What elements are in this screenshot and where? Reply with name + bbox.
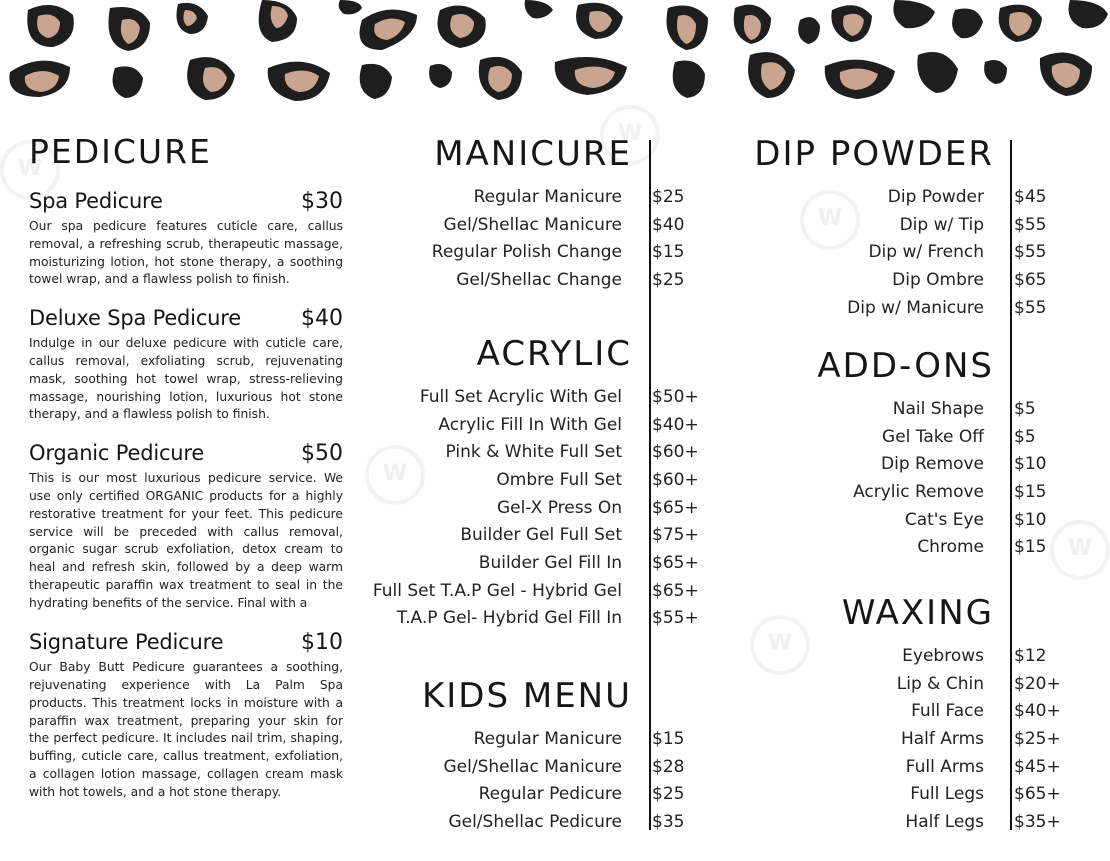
item-price: $45 (1014, 186, 1047, 207)
item-name: Eyebrows (902, 645, 984, 666)
item-price: $15 (652, 728, 685, 749)
service-description: Indulge in our deluxe pedicure with cuticle care, callus removal, exfoliating scrub, rejuvenating mask, soothing hot towel wrap, stress-relieving massage, nourishing lotion, luxurious hot stone therapy, and a flawless polish to finish. (29, 336, 343, 422)
item-name: Gel-X Press On (497, 497, 622, 518)
list-item (722, 506, 1067, 534)
pedicure-service (29, 441, 343, 613)
pedicure-service (29, 306, 343, 424)
list-item (360, 466, 705, 494)
item-name: Regular Manicure (473, 728, 622, 749)
list-item (360, 183, 705, 211)
add-ons-title: ADD-ONS (817, 346, 994, 386)
item-name: Gel Take Off (882, 426, 984, 447)
dip-powder-section (722, 134, 1067, 337)
service-description: Our spa pedicure features cuticle care, callus removal, a refreshing scrub, therapeutic massage, moisturizing lotion, hot stone therapy, a soothing towel wrap, and a flawless polish to finish. (29, 219, 343, 287)
item-price: $45+ (1014, 756, 1061, 777)
acrylic-title: ACRYLIC (476, 334, 632, 374)
item-price: $5 (1014, 398, 1036, 419)
price-list (360, 383, 705, 632)
list-item (360, 211, 705, 239)
list-item (722, 533, 1067, 561)
item-price: $5 (1014, 426, 1036, 447)
item-price: $55 (1014, 214, 1047, 235)
item-name: Chrome (917, 537, 984, 558)
item-price: $15 (652, 242, 685, 263)
list-item (722, 642, 1067, 670)
item-name: Half Arms (900, 728, 984, 749)
item-name: Builder Gel Fill In (478, 552, 622, 573)
item-name: Dip Ombre (892, 269, 984, 290)
list-item (722, 294, 1067, 322)
item-name: Gel/Shellac Change (456, 269, 622, 290)
item-price: $10 (1014, 509, 1047, 530)
item-price: $25 (652, 186, 685, 207)
item-name: Dip Remove (881, 454, 984, 475)
item-name: Dip w/ Tip (899, 214, 984, 235)
list-item (722, 478, 1067, 506)
item-price: $55+ (652, 608, 699, 629)
add-ons-section (722, 346, 1067, 569)
item-price: $15 (1014, 481, 1047, 502)
list-item (360, 521, 705, 549)
pedicure-title: PEDICURE (29, 132, 212, 171)
list-item (360, 725, 705, 753)
item-price: $25 (652, 784, 685, 805)
item-name: Gel/Shellac Manicure (443, 214, 622, 235)
service-price: $40 (301, 306, 343, 332)
item-name: T.A.P Gel- Hybrid Gel Fill In (396, 608, 622, 629)
waxing-section (722, 593, 1067, 846)
item-name: Gel/Shellac Manicure (443, 756, 622, 777)
item-name: Cat's Eye (904, 509, 984, 530)
acrylic-section (360, 334, 705, 637)
list-item (722, 266, 1067, 294)
manicure-title: MANICURE (434, 134, 632, 174)
item-name: Regular Manicure (473, 186, 622, 207)
list-item (722, 780, 1067, 808)
list-item (360, 780, 705, 808)
item-price: $15 (1014, 537, 1047, 558)
item-name: Acrylic Remove (853, 481, 984, 502)
item-name: Half Legs (905, 811, 984, 832)
list-item (722, 423, 1067, 451)
list-item (360, 383, 705, 411)
item-price: $75+ (652, 525, 699, 546)
service-price: $50 (301, 441, 343, 467)
list-item (722, 753, 1067, 781)
item-price: $20+ (1014, 673, 1061, 694)
item-name: Full Arms (905, 756, 984, 777)
list-item (722, 670, 1067, 698)
item-name: Lip & Chin (896, 673, 984, 694)
item-name: Acrylic Fill In With Gel (438, 414, 622, 435)
item-name: Regular Pedicure (478, 784, 622, 805)
item-price: $65 (1014, 269, 1047, 290)
service-name: Signature Pedicure (29, 630, 224, 655)
service-name: Deluxe Spa Pedicure (29, 306, 241, 331)
list-item (722, 395, 1067, 423)
service-price: $10 (301, 630, 343, 656)
list-item (722, 725, 1067, 753)
item-name: Full Set T.A.P Gel - Hybrid Gel (372, 580, 622, 601)
item-price: $35+ (1014, 811, 1061, 832)
item-name: Full Set Acrylic With Gel (419, 386, 622, 407)
kids-menu-title: KIDS MENU (421, 676, 632, 716)
list-item (722, 183, 1067, 211)
item-price: $28 (652, 756, 685, 777)
item-price: $55 (1014, 242, 1047, 263)
manicure-section (360, 134, 705, 317)
item-price: $10 (1014, 454, 1047, 475)
list-item (722, 697, 1067, 725)
item-price: $60+ (652, 442, 699, 463)
list-item (722, 450, 1067, 478)
item-price: $65+ (652, 552, 699, 573)
item-name: Nail Shape (892, 398, 984, 419)
leopard-print-banner (0, 0, 1110, 110)
item-name: Regular Polish Change (431, 242, 622, 263)
list-item (360, 438, 705, 466)
service-description: This is our most luxurious pedicure service. We use only certified ORGANIC products for a highly restorative treatment for your feet. This pedicure service will be preceded with callus removal, organic sugar scrub exfoliation, detox cream to heal and refresh skin, followed by a deep warm therapeutic paraffin wax treatment to seal in the hydrating benefits of the service. Final with a (29, 471, 343, 610)
item-price: $55 (1014, 297, 1047, 318)
item-price: $60+ (652, 469, 699, 490)
list-item (360, 753, 705, 781)
list-item (360, 494, 705, 522)
item-price: $65+ (652, 497, 699, 518)
pedicure-service (29, 189, 343, 289)
item-name: Dip w/ French (868, 242, 984, 263)
item-price: $50+ (652, 386, 699, 407)
list-item (722, 211, 1067, 239)
item-price: $40+ (652, 414, 699, 435)
item-price: $65+ (1014, 784, 1061, 805)
price-list (722, 395, 1067, 561)
service-description: Our Baby Butt Pedicure guarantees a soothing, rejuvenating experience with La Palm Spa products. This treatment locks in moisture with a paraffin wax treatment, preparing your skin for the perfect pedicure. It includes nail trim, shaping, buffing, cuticle care, callus treatment, exfoliation, a collagen lotion massage, collagen cream mask with hot towels, and a hot stone therapy. (29, 660, 343, 799)
service-price: $30 (301, 189, 343, 214)
item-name: Builder Gel Full Set (460, 525, 622, 546)
dip-powder-title: DIP POWDER (754, 134, 994, 174)
item-price: $35 (652, 811, 685, 832)
item-price: $40+ (1014, 701, 1061, 722)
list-item (722, 238, 1067, 266)
pedicure-service (29, 630, 343, 801)
list-item (360, 266, 705, 294)
list-item (360, 549, 705, 577)
item-name: Full Face (911, 701, 984, 722)
item-name: Pink & White Full Set (445, 442, 622, 463)
list-item (360, 605, 705, 633)
item-price: $40 (652, 214, 685, 235)
list-item (360, 411, 705, 439)
kids-menu-section (360, 676, 705, 849)
service-name: Spa Pedicure (29, 189, 163, 213)
price-list (360, 183, 705, 294)
price-list (360, 725, 705, 836)
list-item (360, 808, 705, 836)
list-item (360, 238, 705, 266)
item-price: $25+ (1014, 728, 1061, 749)
item-price: $25 (652, 269, 685, 290)
item-name: Dip w/ Manicure (847, 297, 984, 318)
service-name: Organic Pedicure (29, 441, 205, 466)
item-name: Gel/Shellac Pedicure (448, 811, 622, 832)
price-list (722, 183, 1067, 321)
item-price: $12 (1014, 645, 1047, 666)
item-price: $65+ (652, 580, 699, 601)
list-item (722, 808, 1067, 836)
price-list (722, 642, 1067, 836)
item-name: Ombre Full Set (496, 469, 622, 490)
list-item (360, 577, 705, 605)
pedicure-section (29, 132, 343, 819)
item-name: Dip Powder (887, 186, 984, 207)
waxing-title: WAXING (841, 593, 994, 633)
item-name: Full Legs (910, 784, 984, 805)
